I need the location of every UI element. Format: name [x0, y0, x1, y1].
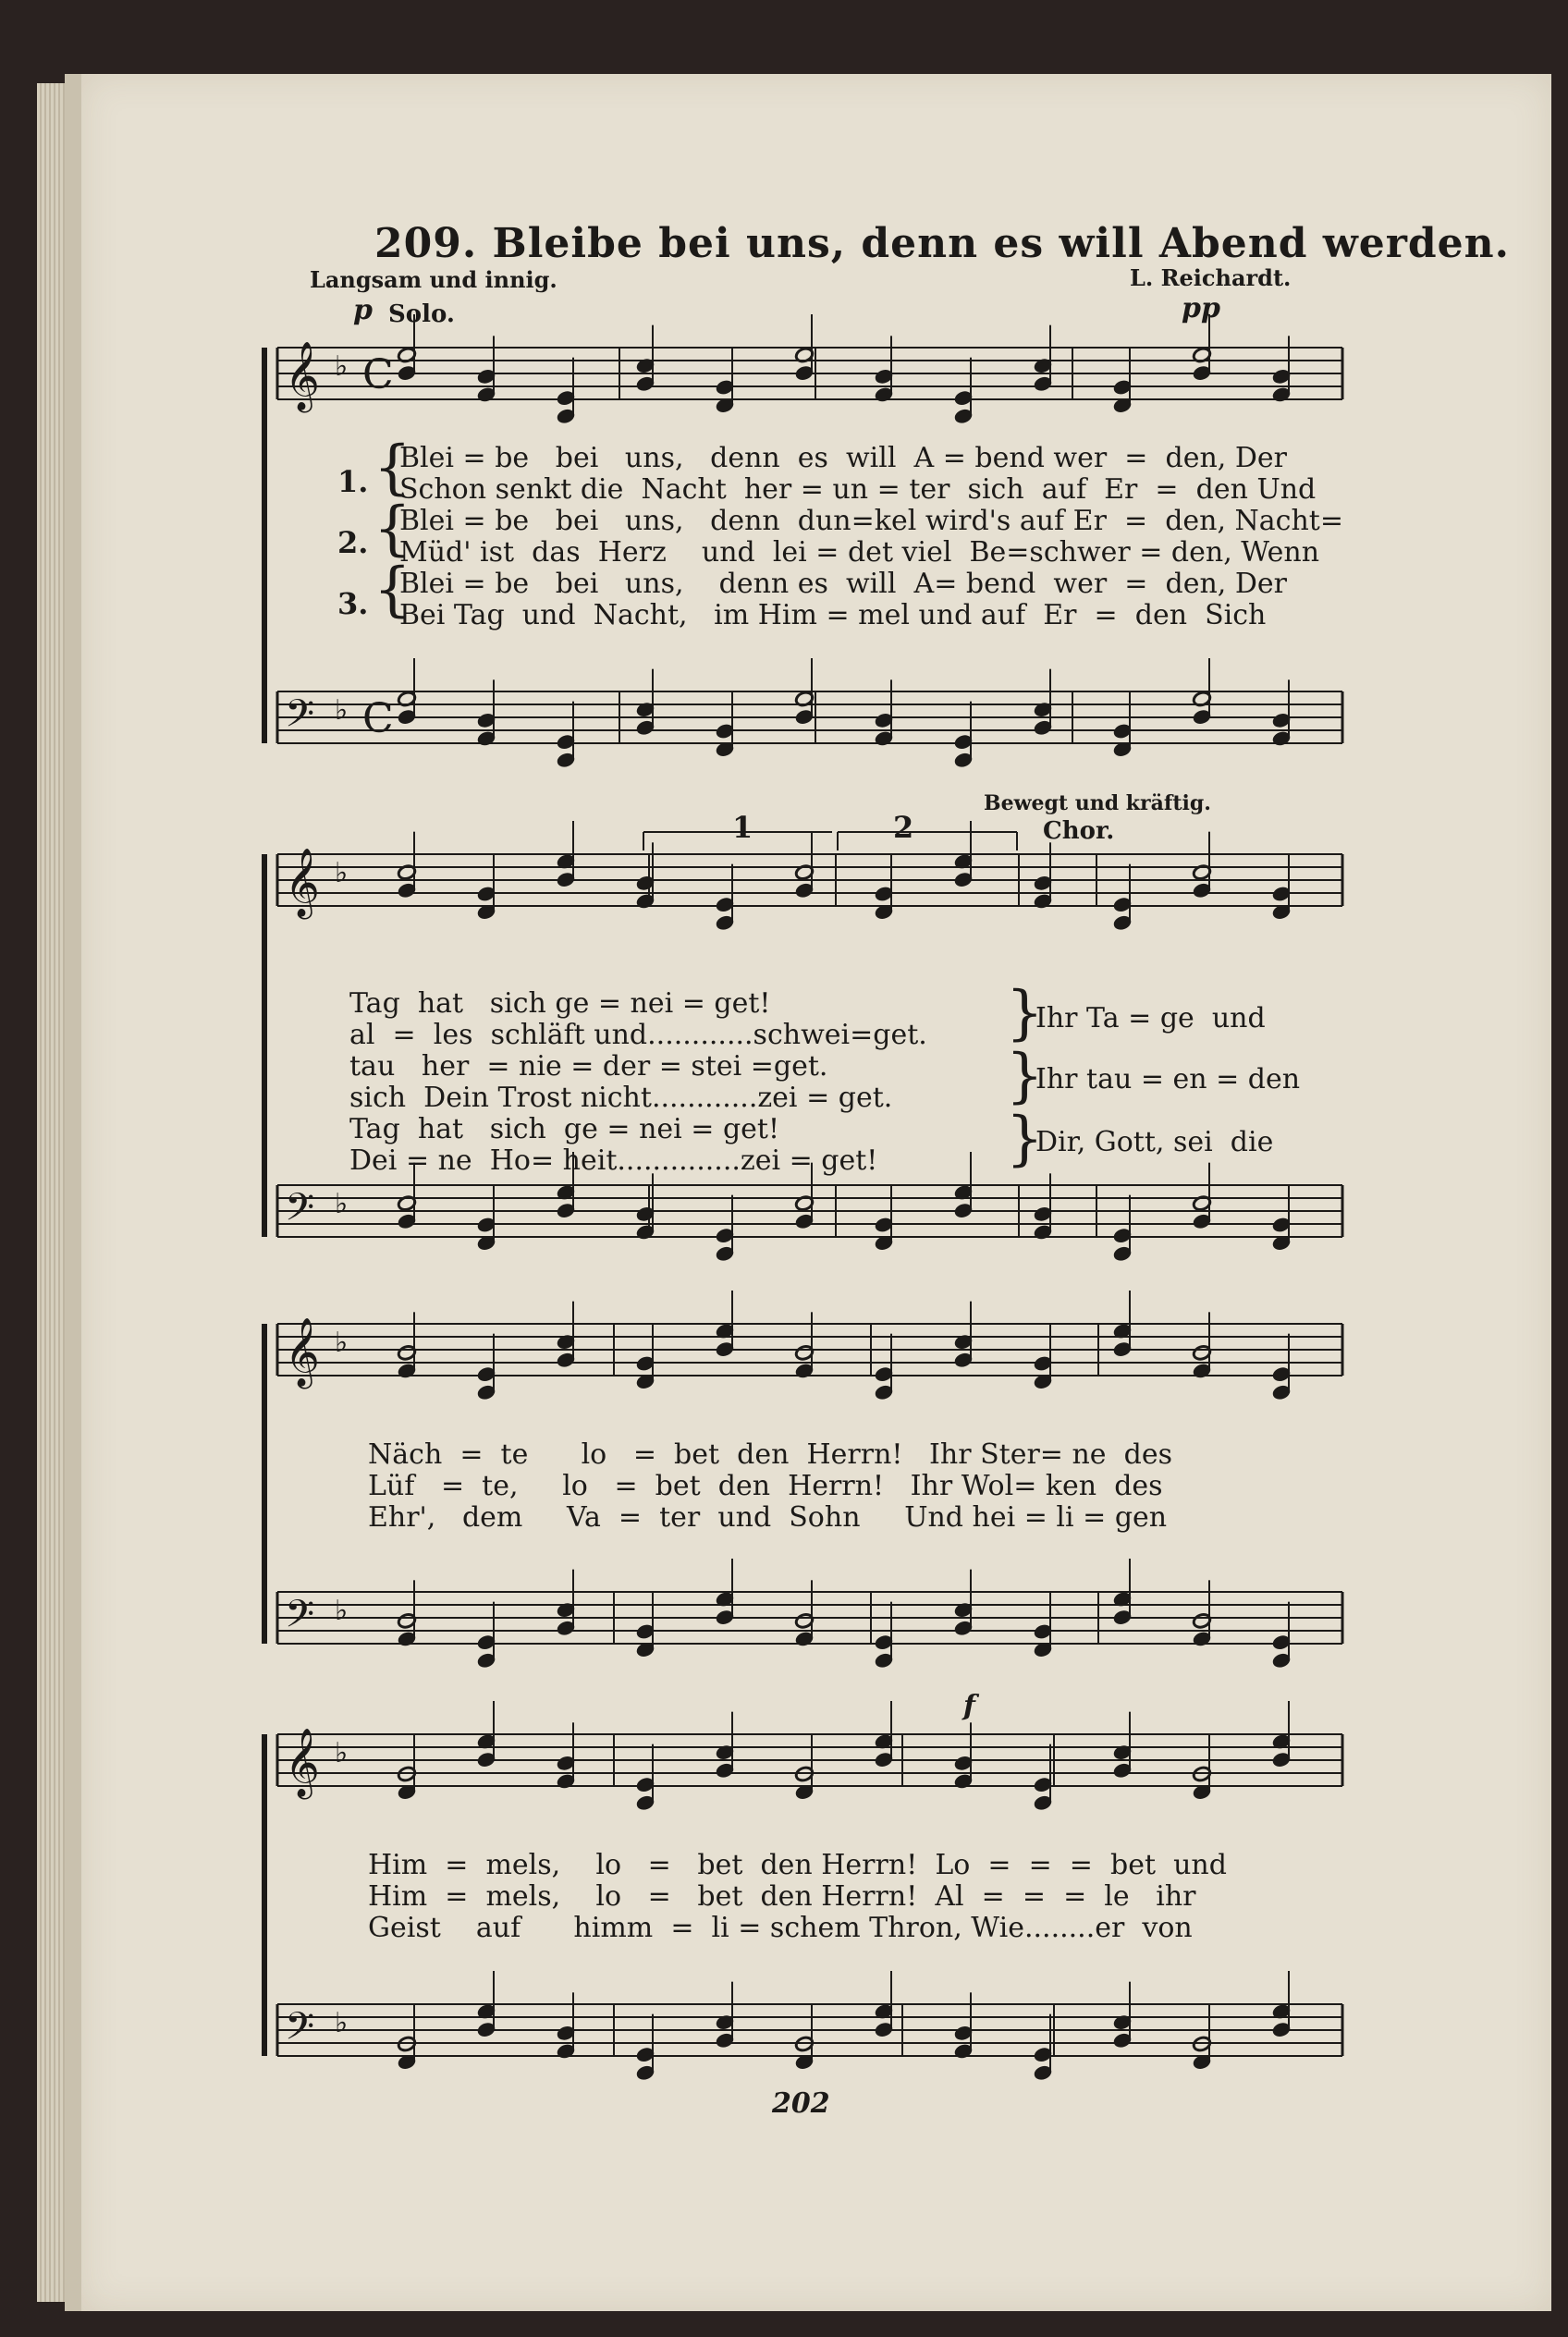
bass-clef: 𝄢 — [285, 1185, 315, 1239]
chorus-lyric: Dir, Gott, sei die — [1035, 1126, 1274, 1158]
key-signature-flat: ♭ — [335, 1327, 349, 1359]
key-signature-flat: ♭ — [335, 1737, 349, 1769]
lyric-line: Tag hat sich ge = nei = get! — [349, 987, 771, 1020]
lyric-line: Blei = be bei uns, denn es will A= bend wer = den, Der — [399, 568, 1287, 600]
lyric-line: Bei Tag und Nacht, im Him = mel und auf Er = den Sich — [399, 599, 1267, 631]
verse-brace: { — [374, 434, 411, 502]
lyric-line: Müd' ist das Herz und lei = det viel Be=schwer = den, Wenn — [399, 536, 1320, 569]
verse-brace: { — [374, 495, 411, 563]
verse-brace: { — [374, 556, 411, 624]
chorus-brace: } — [1006, 1105, 1044, 1173]
lyric-line: tau her = nie = der = stei =get. — [349, 1050, 828, 1083]
lyric-line: Him = mels, lo = bet den Herrn! Al = = = le ihr — [368, 1880, 1196, 1913]
treble-clef: 𝄞 — [285, 1318, 320, 1387]
time-signature: C — [362, 695, 394, 742]
key-signature-flat: ♭ — [335, 694, 349, 727]
key-signature-flat: ♭ — [335, 1595, 349, 1627]
dynamic-pp: pp — [1182, 292, 1220, 324]
chorus-brace: } — [1006, 979, 1044, 1047]
lyric-line: al = les schläft und............schwei=get. — [349, 1019, 927, 1051]
lyric-line: Lüf = te, lo = bet den Herrn! Ihr Wol= ken des — [368, 1470, 1163, 1502]
lyric-line: Dei = ne Ho= heit..............zei = get! — [349, 1144, 878, 1177]
page-number: 202 — [772, 2087, 830, 2120]
tempo-marking-2: Bewegt und kräftig. — [984, 791, 1211, 815]
lyric-line: Blei = be bei uns, denn es will A = bend wer = den, Der — [399, 442, 1287, 474]
chorus-lyric: Ihr Ta = ge und — [1035, 1002, 1266, 1034]
lyric-line: Geist auf himm = li = schem Thron, Wie........er von — [368, 1912, 1193, 1944]
solo-label: Solo. — [388, 300, 455, 328]
bass-clef: 𝄢 — [285, 1592, 315, 1646]
volta-2-label: 2 — [893, 810, 914, 845]
lyric-line: Blei = be bei uns, denn dun=kel wird's auf Er = den, Nacht= — [399, 505, 1343, 537]
chor-label: Chor. — [1043, 817, 1115, 845]
chorus-lyric: Ihr tau = en = den — [1035, 1063, 1301, 1095]
bass-clef: 𝄢 — [285, 691, 315, 745]
bass-clef: 𝄢 — [285, 2004, 315, 2058]
time-signature: C — [362, 351, 394, 398]
dynamic-f: f — [963, 1690, 975, 1722]
lyric-line: sich Dein Trost nicht............zei = get. — [349, 1082, 893, 1114]
volta-1-label: 1 — [732, 810, 753, 845]
lyric-line: Tag hat sich ge = nei = get! — [349, 1113, 780, 1145]
key-signature-flat: ♭ — [335, 2007, 349, 2039]
lyric-line: Schon senkt die Nacht her = un = ter sich auf Er = den Und — [399, 473, 1317, 506]
chorus-brace: } — [1006, 1042, 1044, 1110]
verse-number-1: 1. — [337, 464, 369, 499]
key-signature-flat: ♭ — [335, 857, 349, 889]
composer: L. Reichardt. — [1130, 264, 1292, 291]
lyric-line: Him = mels, lo = bet den Herrn! Lo = = = bet und — [368, 1849, 1227, 1881]
treble-clef: 𝄞 — [285, 1729, 320, 1797]
verse-number-3: 3. — [337, 586, 369, 621]
dynamic-p: p — [353, 294, 373, 326]
hymn-number: 209. — [374, 220, 478, 267]
lyric-line: Ehr', dem Va = ter und Sohn Und hei = li = gen — [368, 1501, 1168, 1534]
treble-clef: 𝄞 — [285, 342, 320, 410]
hymn-title-text: Bleibe bei uns, denn es will Abend werden. — [492, 220, 1510, 267]
verse-number-2: 2. — [337, 525, 369, 560]
tempo-marking: Langsam und innig. — [310, 266, 557, 293]
lyric-line: Näch = te lo = bet den Herrn! Ihr Ster= ne des — [368, 1438, 1172, 1471]
treble-clef: 𝄞 — [285, 849, 320, 917]
key-signature-flat: ♭ — [335, 1188, 349, 1220]
key-signature-flat: ♭ — [335, 350, 349, 383]
